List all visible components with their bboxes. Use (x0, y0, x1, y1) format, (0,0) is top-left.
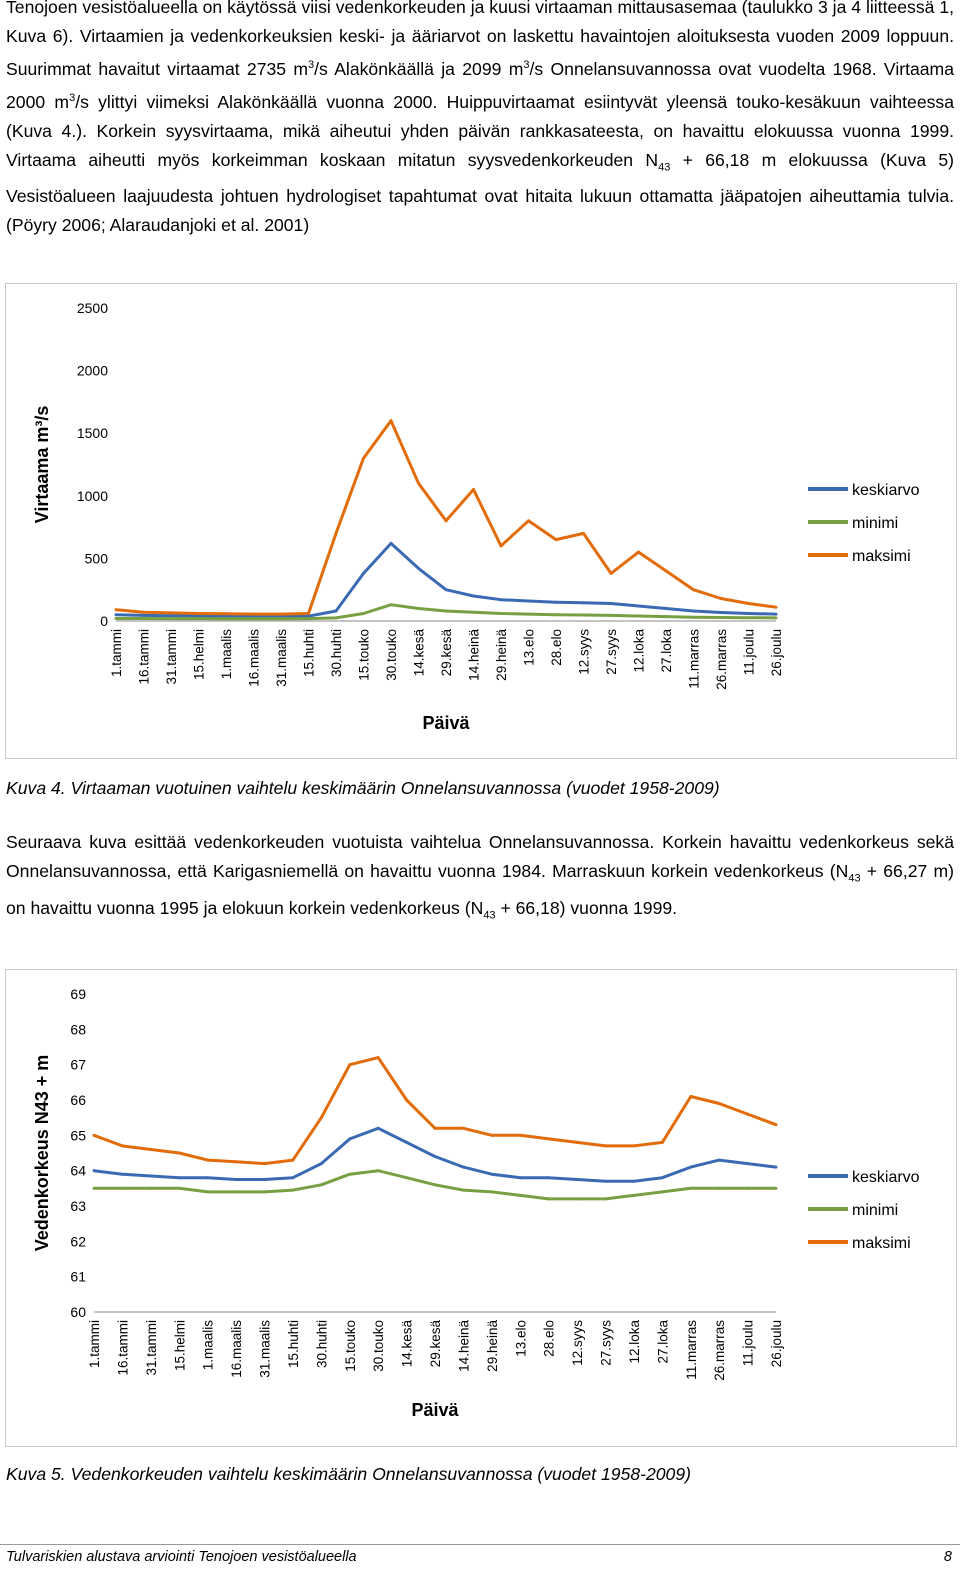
data-point-keskiarvo (604, 1180, 607, 1183)
page-number: 8 (943, 1549, 952, 1565)
data-point-maksimi (604, 1144, 607, 1147)
data-point-maksimi (547, 1137, 550, 1140)
data-point-minimi (377, 1169, 380, 1172)
data-point-maksimi (377, 1056, 380, 1059)
data-point-keskiarvo (746, 1162, 749, 1165)
y-tick-label: 61 (70, 1268, 86, 1285)
data-point-maksimi (747, 602, 750, 605)
data-point-keskiarvo (377, 1127, 380, 1130)
x-tick-label: 15.huhti (301, 629, 317, 678)
footer-divider (0, 1544, 960, 1545)
x-tick-label: 27.loka (655, 1320, 671, 1364)
y-tick-label: 64 (70, 1162, 86, 1179)
x-tick-label: 11.joulu (741, 629, 757, 676)
data-point-minimi (555, 613, 558, 616)
x-tick-label: 14.kesä (411, 629, 427, 677)
data-point-keskiarvo (121, 1173, 124, 1176)
data-point-keskiarvo (291, 1176, 294, 1179)
x-tick-label: 27.loka (659, 629, 674, 673)
x-tick-label: 11.joulu (740, 1320, 756, 1367)
x-tick-label: 28.elo (541, 1320, 557, 1357)
data-point-maksimi (661, 1141, 664, 1144)
data-point-maksimi (320, 1116, 323, 1119)
data-point-maksimi (206, 1159, 209, 1162)
data-point-minimi (582, 613, 585, 616)
data-point-keskiarvo (263, 1178, 266, 1181)
y-axis-title: Virtaama m³/s (32, 405, 52, 524)
data-point-keskiarvo (149, 1174, 152, 1177)
data-point-maksimi (582, 532, 585, 535)
x-tick-label: 27.syys (598, 1320, 614, 1366)
data-point-minimi (604, 1197, 607, 1200)
series-line-maksimi (116, 421, 776, 614)
data-point-minimi (775, 1187, 778, 1190)
para1-sub-1: 43 (658, 161, 671, 174)
data-point-maksimi (462, 1127, 465, 1130)
data-point-minimi (291, 1189, 294, 1192)
data-point-minimi (335, 616, 338, 619)
data-point-maksimi (527, 519, 530, 522)
x-tick-label: 29.heinä (494, 629, 509, 681)
data-point-minimi (362, 612, 365, 615)
data-point-minimi (178, 1187, 181, 1190)
x-tick-label: 16.maalis (246, 629, 262, 687)
data-point-minimi (689, 1187, 692, 1190)
footer-title: Tulvariskien alustava arviointi Tenojoen vesistöalueella (6, 1549, 357, 1565)
x-tick-label: 15.touko (342, 1320, 358, 1372)
data-point-minimi (348, 1173, 351, 1176)
data-point-keskiarvo (93, 1169, 96, 1172)
data-point-keskiarvo (610, 602, 613, 605)
x-tick-label: 30.touko (384, 629, 399, 681)
x-tick-label: 12.loka (631, 629, 647, 673)
data-point-keskiarvo (462, 1166, 465, 1169)
x-tick-label: 12.syys (570, 1320, 586, 1366)
data-point-maksimi (93, 1134, 96, 1137)
x-tick-label: 30.huhti (329, 629, 344, 678)
data-point-keskiarvo (547, 1176, 550, 1179)
x-tick-label: 14.kesä (399, 1320, 415, 1368)
water-level-chart (5, 969, 957, 1447)
data-point-minimi (576, 1197, 579, 1200)
data-point-keskiarvo (390, 542, 393, 545)
para1-text-1: Tenojoen vesistöalueella on käytössä viisi vedenkorkeuden ja kuusi virtaaman mittausasemaa (taulukko 3 ja 4 liitteessä 1, Kuva 6). Virtaamien ja vedenkorkeuksien keski- ja ääriarvot on laskettu havaintojen aloituksesta vuoden 2009 loppuun. Suurimmat havaitut virtaamat 2735 m (6, 0, 954, 79)
data-point-keskiarvo (661, 1176, 664, 1179)
y-tick-label: 63 (70, 1198, 86, 1214)
data-point-keskiarvo (335, 609, 338, 612)
data-point-maksimi (280, 613, 283, 616)
second-paragraph (6, 828, 954, 930)
data-point-maksimi (692, 588, 695, 591)
data-point-minimi (225, 617, 228, 620)
data-point-maksimi (149, 1148, 152, 1151)
data-point-keskiarvo (490, 1173, 493, 1176)
data-point-maksimi (307, 612, 310, 615)
data-point-maksimi (746, 1113, 749, 1116)
data-point-keskiarvo (115, 613, 118, 616)
data-point-minimi (632, 1194, 635, 1197)
data-point-minimi (472, 611, 475, 614)
x-tick-label: 31.maalis (274, 629, 289, 687)
data-point-minimi (307, 617, 310, 620)
legend-label-minimi: minimi (852, 1202, 899, 1219)
para1-text-5: + 66,18 m elokuussa (Kuva 5) Vesistöalueen laajuudesta johtuen hydrologiset tapahtumat ovat hitaita lukuun ottamatta jääpatojen aiheuttamia tulvia. (Pöyry 2006; Alaraudanjoki et al. 2001) (6, 149, 954, 236)
x-tick-label: 16.tammi (115, 1320, 131, 1376)
data-point-minimi (252, 617, 255, 620)
x-tick-label: 31.tammi (164, 629, 179, 685)
data-point-keskiarvo (472, 594, 475, 597)
figure-caption-4: Kuva 4. Virtaaman vuotuinen vaihtelu keskimäärin Onnelansuvannossa (vuodet 1958-2009) (6, 778, 720, 798)
data-point-minimi (197, 617, 200, 620)
data-point-maksimi (121, 1144, 124, 1147)
y-tick-label: 69 (70, 986, 86, 1002)
x-tick-label: 16.maalis (229, 1320, 245, 1378)
x-tick-label: 11.marras (683, 1320, 699, 1380)
y-tick-label: 60 (70, 1304, 86, 1320)
data-point-keskiarvo (235, 1178, 238, 1181)
para2-sub-1: 43 (848, 872, 861, 885)
data-point-minimi (405, 1176, 408, 1179)
data-point-keskiarvo (519, 1176, 522, 1179)
para1-sup-1: 3 (308, 59, 315, 71)
x-tick-label: 29.kesä (439, 629, 454, 677)
data-point-minimi (434, 1183, 437, 1186)
data-point-minimi (775, 616, 778, 619)
data-point-maksimi (291, 1159, 294, 1162)
data-point-maksimi (434, 1127, 437, 1130)
x-axis-title: Päivä (411, 1400, 459, 1420)
data-point-maksimi (235, 1160, 238, 1163)
x-tick-label: 29.heinä (484, 1320, 500, 1372)
data-point-keskiarvo (362, 572, 365, 575)
x-tick-label: 31.tammi (143, 1320, 159, 1376)
x-tick-label: 12.loka (626, 1320, 642, 1364)
data-point-minimi (93, 1187, 96, 1190)
data-point-minimi (519, 1194, 522, 1197)
y-tick-label: 65 (70, 1127, 86, 1144)
para1-text-4: /s ylittyi viimeksi Alakönkäällä vuonna 2000. Huippuvirtaamat esiintyvät yleensä touko-kesäkuun vaihteessa (Kuva 4.). Korkein syysvirtaama, mikä aiheutui yhden päivän rankkasateesta, on havaittu elokuussa vuonna 1999. Virtaama aiheutti myös korkeimman koskaan mitatun syysvedenkorkeuden N (6, 91, 955, 170)
data-point-keskiarvo (320, 1162, 323, 1165)
para2-text-2: + 66,27 m) on havaittu vuonna 1995 ja elokuun korkein vedenkorkeus (N (6, 861, 954, 918)
x-tick-label: 28.elo (549, 629, 564, 666)
y-tick-label: 2500 (76, 300, 108, 316)
data-point-maksimi (519, 1134, 522, 1137)
data-point-minimi (490, 1190, 493, 1193)
y-axis-title: Vedenkorkeus N43 + m (32, 1054, 52, 1252)
data-point-keskiarvo (170, 614, 173, 617)
data-point-minimi (263, 1190, 266, 1193)
x-tick-label: 14.heinä (456, 1320, 472, 1372)
data-point-keskiarvo (632, 1180, 635, 1183)
data-point-maksimi (775, 1123, 778, 1126)
data-point-maksimi (263, 1162, 266, 1165)
data-point-minimi (547, 1197, 550, 1200)
data-point-minimi (527, 613, 530, 616)
data-point-maksimi (445, 519, 448, 522)
data-point-minimi (500, 612, 503, 615)
data-point-maksimi (718, 1102, 721, 1105)
legend-label-keskiarvo: keskiarvo (852, 1169, 920, 1186)
x-tick-label: 1.maalis (200, 1320, 216, 1371)
x-tick-label: 15.touko (356, 629, 372, 681)
data-point-keskiarvo (665, 607, 668, 610)
para1-sup-3: 3 (69, 91, 76, 104)
para2-text-3: + 66,18) vuonna 1999. (495, 897, 678, 918)
data-point-minimi (280, 617, 283, 620)
data-point-maksimi (170, 611, 173, 614)
y-tick-label: 62 (70, 1233, 86, 1250)
y-tick-label: 500 (84, 550, 108, 567)
data-point-keskiarvo (576, 1178, 579, 1181)
data-point-maksimi (348, 1063, 351, 1066)
data-point-keskiarvo (348, 1137, 351, 1140)
data-point-keskiarvo (637, 604, 640, 607)
data-point-keskiarvo (434, 1155, 437, 1158)
data-point-minimi (665, 615, 668, 618)
y-tick-label: 0 (100, 613, 108, 629)
data-point-maksimi (576, 1141, 579, 1144)
data-point-keskiarvo (775, 613, 778, 616)
x-tick-label: 16.tammi (136, 629, 152, 685)
data-point-minimi (142, 617, 145, 620)
data-point-keskiarvo (555, 601, 558, 604)
x-tick-label: 1.maalis (219, 629, 234, 680)
data-point-minimi (417, 607, 420, 610)
para1-text-3: /s Onnelansuvannossa ovat vuodelta 1968. Virtaama 2000 m (6, 58, 954, 112)
para1-sup-2: 3 (523, 59, 530, 71)
data-point-maksimi (637, 551, 640, 554)
y-tick-label: 68 (70, 1021, 86, 1038)
data-point-maksimi (142, 611, 145, 614)
x-tick-label: 26.marras (714, 629, 729, 690)
data-point-maksimi (500, 544, 503, 547)
data-point-keskiarvo (718, 1159, 721, 1162)
data-point-maksimi (720, 597, 723, 600)
data-point-keskiarvo (692, 609, 695, 612)
series-line-keskiarvo (94, 1128, 776, 1181)
figure-caption-5: Kuva 5. Vedenkorkeuden vaihtelu keskimäärin Onnelansuvannossa (vuodet 1958-2009) (6, 1464, 691, 1484)
data-point-minimi (115, 617, 118, 620)
x-tick-label: 14.heinä (466, 629, 482, 681)
data-point-minimi (170, 617, 173, 620)
data-point-maksimi (490, 1134, 493, 1137)
data-point-keskiarvo (527, 599, 530, 602)
x-tick-label: 13.elo (513, 1320, 529, 1357)
data-point-keskiarvo (405, 1141, 408, 1144)
x-tick-label: 15.helmi (172, 1320, 188, 1372)
x-tick-label: 13.elo (521, 629, 537, 666)
data-point-minimi (445, 609, 448, 612)
data-point-minimi (121, 1187, 124, 1190)
data-point-maksimi (225, 612, 228, 615)
legend-label-keskiarvo: keskiarvo (852, 482, 920, 499)
x-axis-title: Päivä (422, 713, 470, 733)
data-point-minimi (661, 1190, 664, 1193)
data-point-maksimi (610, 572, 613, 575)
data-point-minimi (149, 1187, 152, 1190)
x-tick-label: 1.tammi (87, 1320, 102, 1369)
data-point-maksimi (178, 1152, 181, 1155)
data-point-keskiarvo (500, 598, 503, 601)
data-point-minimi (390, 603, 393, 606)
data-point-minimi (462, 1189, 465, 1192)
para2-text-1: Seuraava kuva esittää vedenkorkeuden vuotuista vaihtelua Onnelansuvannossa. Korkein havaittu vedenkorkeus sekä Onnelansuvannossa, että Karigasniemellä on havaittu vuonna 1984. Marraskuun korkein vedenkorkeus (N (6, 832, 954, 881)
y-tick-label: 67 (70, 1056, 86, 1073)
data-point-maksimi (405, 1099, 408, 1102)
x-tick-label: 1.tammi (109, 629, 124, 678)
data-point-maksimi (417, 482, 420, 485)
x-tick-label: 30.huhti (314, 1320, 330, 1369)
data-point-keskiarvo (178, 1176, 181, 1179)
x-tick-label: 12.syys (576, 629, 592, 675)
data-point-keskiarvo (775, 1166, 778, 1169)
data-point-maksimi (390, 419, 393, 422)
x-tick-label: 31.maalis (257, 1320, 273, 1378)
data-point-keskiarvo (689, 1166, 692, 1169)
y-tick-label: 66 (70, 1092, 86, 1108)
x-tick-label: 15.huhti (285, 1320, 301, 1369)
y-tick-label: 1000 (76, 487, 108, 504)
x-tick-label: 30.touko (371, 1320, 387, 1372)
y-tick-label: 2000 (76, 362, 108, 379)
data-point-keskiarvo (445, 588, 448, 591)
data-point-maksimi (252, 613, 255, 616)
data-point-minimi (610, 614, 613, 617)
flow-chart (5, 283, 957, 759)
data-point-keskiarvo (206, 1176, 209, 1179)
legend-label-maksimi: maksimi (852, 548, 911, 565)
legend-label-minimi: minimi (852, 515, 899, 532)
para2-sub-2: 43 (483, 909, 496, 922)
data-point-maksimi (665, 569, 668, 572)
data-point-minimi (720, 616, 723, 619)
data-point-maksimi (362, 457, 365, 460)
x-tick-label: 26.joulu (769, 629, 784, 677)
data-point-minimi (206, 1190, 209, 1193)
y-tick-label: 1500 (76, 425, 108, 442)
x-tick-label: 15.helmi (191, 629, 207, 681)
data-point-minimi (718, 1187, 721, 1190)
data-point-minimi (235, 1190, 238, 1193)
intro-paragraph (6, 0, 954, 240)
para1-text-2: /s Alakönkäällä ja 2099 m (314, 58, 524, 79)
flow-chart-svg (6, 284, 956, 758)
water-level-chart-svg (6, 970, 956, 1446)
data-point-minimi (637, 614, 640, 617)
data-point-minimi (747, 616, 750, 619)
data-point-maksimi (197, 612, 200, 615)
x-tick-label: 11.marras (686, 629, 702, 689)
data-point-maksimi (775, 606, 778, 609)
data-point-maksimi (555, 538, 558, 541)
data-point-keskiarvo (582, 601, 585, 604)
series-line-maksimi (94, 1058, 776, 1164)
data-point-keskiarvo (417, 567, 420, 570)
data-point-keskiarvo (747, 612, 750, 615)
data-point-maksimi (632, 1144, 635, 1147)
data-point-minimi (746, 1187, 749, 1190)
x-tick-label: 26.marras (712, 1320, 728, 1381)
data-point-minimi (692, 616, 695, 619)
data-point-maksimi (689, 1095, 692, 1098)
x-tick-label: 29.kesä (428, 1320, 443, 1368)
x-tick-label: 26.joulu (769, 1320, 784, 1368)
data-point-maksimi (115, 608, 118, 611)
data-point-keskiarvo (720, 611, 723, 614)
x-tick-label: 27.syys (604, 629, 619, 675)
data-point-minimi (320, 1183, 323, 1186)
data-point-keskiarvo (142, 614, 145, 617)
data-point-maksimi (472, 488, 475, 491)
legend-label-maksimi: maksimi (852, 1235, 911, 1252)
data-point-maksimi (335, 532, 338, 535)
